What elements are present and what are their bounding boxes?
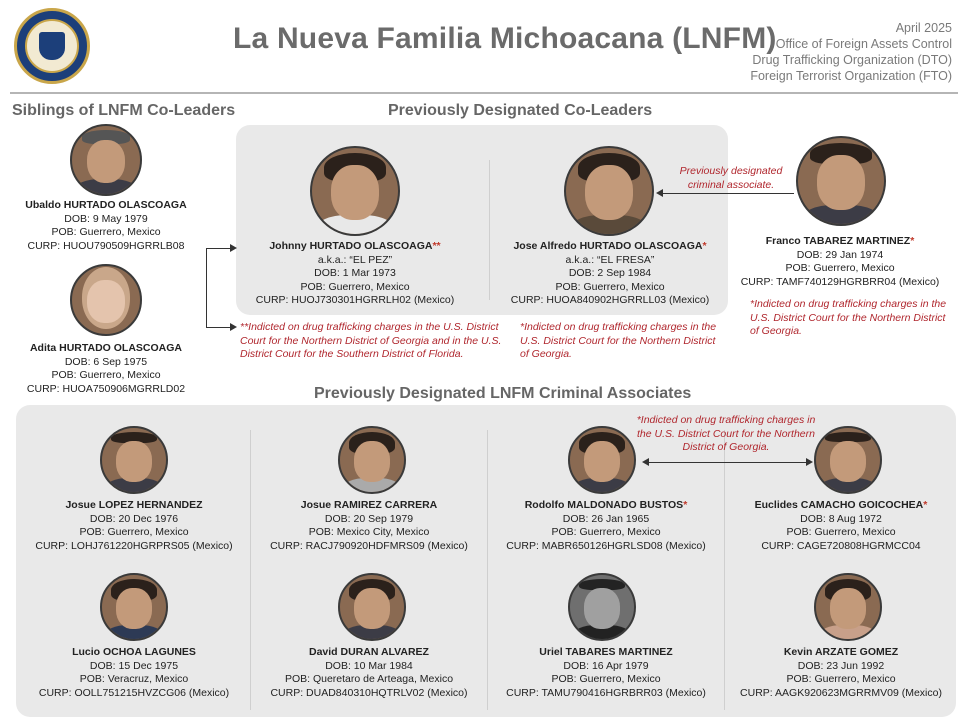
person-name: Kevin ARZATE GOMEZ <box>783 646 899 658</box>
page-title: La Nueva Familia Michoacana (LNFM) <box>233 22 777 55</box>
person-dob: DOB: 1 Mar 1973 <box>314 267 396 280</box>
person-name: Uriel TABARES MARTINEZ <box>539 646 673 658</box>
person-card-euclides <box>728 499 954 553</box>
org-date: April 2025 <box>895 21 952 35</box>
person-pob: POB: Guerrero, Mexico <box>555 280 665 293</box>
avatar-josue-ramirez <box>338 426 406 494</box>
avatar-rodolfo <box>568 426 636 494</box>
person-aka: a.k.a.: “EL FRESA” <box>565 253 655 266</box>
indictment-star: * <box>923 499 928 511</box>
associates-divider-2 <box>487 430 488 710</box>
avatar-uriel <box>568 573 636 641</box>
person-card-josue-ramirez <box>252 499 486 553</box>
person-name: Johnny HURTADO OLASCOAGA** <box>269 240 441 252</box>
person-pob: POB: Guerrero, Mexico <box>51 369 161 382</box>
person-name: Rodolfo MALDONADO BUSTOS* <box>524 499 688 511</box>
person-card-david <box>252 646 486 700</box>
person-card-johnny <box>250 240 460 308</box>
person-name: Josue LOPEZ HERNANDEZ <box>65 499 203 511</box>
person-name: David DURAN ALVAREZ <box>309 646 429 658</box>
person-curp: CURP: MABR650126HGRLSD08 (Mexico) <box>506 539 706 552</box>
avatar-lucio <box>100 573 168 641</box>
section-title-co-leaders: Previously Designated Co-Leaders <box>388 102 653 119</box>
person-card-franco <box>740 235 940 289</box>
org-dto: Drug Trafficking Organization (DTO) <box>752 53 952 67</box>
person-curp: CURP: DUAD840310HQTRLV02 (Mexico) <box>270 686 468 699</box>
seal-shield-icon <box>25 19 79 73</box>
person-dob: DOB: 8 Aug 1972 <box>800 512 882 525</box>
org-office: Office of Foreign Assets Control <box>775 37 952 51</box>
person-dob: DOB: 26 Jan 1965 <box>562 512 650 525</box>
associates-divider-1 <box>250 430 251 710</box>
person-curp: CURP: CAGE720808HGRMCC04 <box>761 539 921 552</box>
rodolfo-euclides-arrow-left <box>642 458 649 466</box>
person-card-adita <box>6 342 206 396</box>
person-name: Josue RAMIREZ CARRERA <box>300 499 438 511</box>
section-title-siblings: Siblings of LNFM Co-Leaders <box>12 102 236 119</box>
person-pob: POB: Queretaro de Arteaga, Mexico <box>284 673 454 686</box>
person-dob: DOB: 23 Jun 1992 <box>797 659 885 672</box>
person-curp: CURP: OOLL751215HVZCG06 (Mexico) <box>38 686 230 699</box>
person-name: Euclides CAMACHO GOICOCHEA* <box>754 499 928 511</box>
sibling-bracket-arrow-bottom <box>230 323 237 331</box>
person-dob: DOB: 29 Jan 1974 <box>796 248 884 261</box>
header-divider <box>10 92 958 94</box>
person-dob: DOB: 20 Dec 1976 <box>89 512 179 525</box>
indictment-star: * <box>702 240 707 252</box>
person-card-uriel <box>490 646 722 700</box>
avatar-jose-alfredo <box>564 146 654 236</box>
person-pob: POB: Guerrero, Mexico <box>785 262 895 275</box>
person-pob: POB: Guerrero, Mexico <box>551 526 661 539</box>
person-dob: DOB: 2 Sep 1984 <box>568 267 652 280</box>
person-pob: POB: Guerrero, Mexico <box>51 226 161 239</box>
person-pob: POB: Guerrero, Mexico <box>79 526 189 539</box>
associate-link-note: Previously designated criminal associate. <box>679 165 783 191</box>
org-fto: Foreign Terrorist Organization (FTO) <box>750 69 952 83</box>
indictment-star: ** <box>432 240 441 252</box>
sibling-bracket-line <box>206 248 207 328</box>
indictment-star: * <box>910 235 915 247</box>
person-name: Adita HURTADO OLASCOAGA <box>29 342 183 354</box>
person-name: Jose Alfredo HURTADO OLASCOAGA* <box>513 240 707 252</box>
person-curp: CURP: LOHJ761220HGRPRS05 (Mexico) <box>35 539 233 552</box>
avatar-euclides <box>814 426 882 494</box>
person-pob: POB: Guerrero, Mexico <box>300 280 410 293</box>
person-card-rodolfo <box>490 499 722 553</box>
associate-link-line <box>662 193 794 194</box>
person-card-jose-alfredo <box>500 240 720 308</box>
note-johnny-indictment: **Indicted on drug trafficking charges in the U.S. District Court for the Northern District of Georgia and in the U.S. District Court for the Southern District of Florida. <box>240 321 502 360</box>
person-curp: CURP: HUOA750906MGRRLD02 <box>26 382 186 395</box>
avatar-franco <box>796 136 886 226</box>
person-curp: CURP: HUOU790509HGRRLB08 <box>27 239 185 252</box>
avatar-josue-lopez <box>100 426 168 494</box>
person-curp: CURP: TAMU790416HGRBRR03 (Mexico) <box>506 686 706 699</box>
person-pob: POB: Guerrero, Mexico <box>786 673 896 686</box>
person-dob: DOB: 10 Mar 1984 <box>325 659 413 672</box>
avatar-kevin <box>814 573 882 641</box>
person-dob: DOB: 9 May 1979 <box>64 212 148 225</box>
avatar-johnny <box>310 146 400 236</box>
avatar-david <box>338 573 406 641</box>
treasury-seal <box>14 8 90 84</box>
person-pob: POB: Veracruz, Mexico <box>79 673 189 686</box>
sibling-bracket-bottom <box>206 327 232 328</box>
person-card-lucio <box>18 646 250 700</box>
person-card-kevin <box>728 646 954 700</box>
note-rodolfo-euclides-indictment: *Indicted on drug trafficking charges in the U.S. District Court for the Northern District of Georgia. <box>636 414 816 453</box>
co-leaders-divider <box>489 160 490 300</box>
rodolfo-euclides-arrow-right <box>806 458 813 466</box>
person-aka: a.k.a.: “EL PEZ” <box>317 253 393 266</box>
person-curp: CURP: HUOA840902HGRRLL03 (Mexico) <box>510 294 710 307</box>
indictment-star: * <box>683 499 688 511</box>
avatar-ubaldo <box>70 124 142 196</box>
person-pob: POB: Guerrero, Mexico <box>786 526 896 539</box>
person-dob: DOB: 15 Dec 1975 <box>89 659 179 672</box>
org-info <box>750 20 952 84</box>
note-jose-indictment: *Indicted on drug trafficking charges in the U.S. District Court for the Northern District of Georgia. <box>520 321 717 360</box>
person-dob: DOB: 20 Sep 1979 <box>324 512 414 525</box>
person-pob: POB: Mexico City, Mexico <box>308 526 430 539</box>
person-card-josue-lopez <box>18 499 250 553</box>
person-card-ubaldo <box>6 199 206 253</box>
person-dob: DOB: 6 Sep 1975 <box>64 355 148 368</box>
sibling-bracket-arrow-top <box>230 244 237 252</box>
sibling-bracket-top <box>206 248 232 249</box>
person-pob: POB: Guerrero, Mexico <box>551 673 661 686</box>
person-curp: CURP: TAMF740129HGRBRR04 (Mexico) <box>740 275 940 288</box>
rodolfo-euclides-link-line <box>648 462 808 463</box>
avatar-adita <box>70 264 142 336</box>
section-title-associates: Previously Designated LNFM Criminal Associates <box>314 385 692 402</box>
person-name: Lucio OCHOA LAGUNES <box>72 646 196 658</box>
person-curp: CURP: HUOJ730301HGRRLH02 (Mexico) <box>255 294 455 307</box>
person-dob: DOB: 16 Apr 1979 <box>563 659 649 672</box>
person-name: Ubaldo HURTADO OLASCOAGA <box>25 199 187 211</box>
associates-divider-3 <box>724 430 725 710</box>
person-name: Franco TABAREZ MARTINEZ* <box>765 235 915 247</box>
seal-key-icon <box>39 32 65 60</box>
person-curp: CURP: RACJ790920HDFMRS09 (Mexico) <box>270 539 468 552</box>
person-curp: CURP: AAGK920623MGRRMV09 (Mexico) <box>740 686 942 699</box>
note-franco-indictment: *Indicted on drug trafficking charges in the U.S. District Court for the Northern District of Georgia. <box>750 298 947 337</box>
associate-link-arrow <box>656 189 663 197</box>
